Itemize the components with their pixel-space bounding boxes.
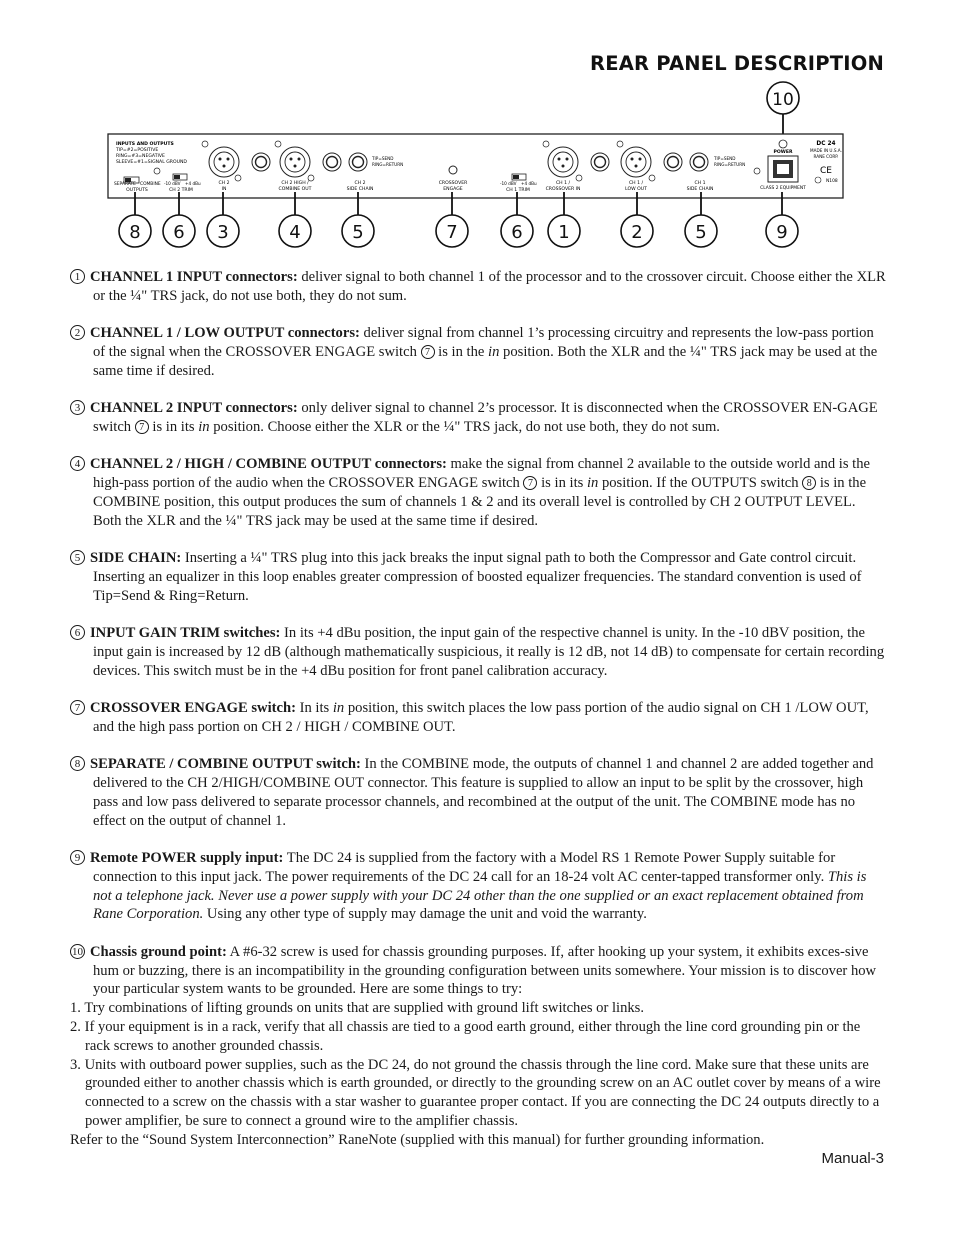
- ch1-out-label-1: CH 1 /: [628, 181, 644, 186]
- item-text: deliver signal to both channel 1 of the processor and to the crossover circuit. Choose either the XLR or the ¼" TRS jack, do not use both, they do not sum.: [93, 269, 886, 304]
- ch1-tip-send: TIP=SEND: [714, 156, 736, 161]
- item-2: [70, 324, 886, 380]
- closing-text: Refer to the “Sound System Interconnection” RaneNote (supplied with this manual) for further grounding information.: [70, 1131, 765, 1148]
- list-item: 3. Units with outboard power supplies, such as the DC 24, do not ground the chassis through the line cord. Make sure that these units are grounded either to another chassis which is earth grounded, or directly to the grounding screw on an AC outlet cover by means of a wire connected to a screw on the chassis with a star washer to guarantee proper contact. If you are connecting the DC 24 outputs directly to a power amplifier, be sure to connect a ground wire to the amplifier chassis.: [70, 1056, 881, 1130]
- item-heading: SEPARATE / COMBINE OUTPUT switch:: [90, 756, 361, 773]
- panel-legend-4: SLEEVE=#1=SIGNAL GROUND: [116, 160, 187, 165]
- description-text: [70, 268, 886, 1150]
- item-10: [70, 943, 886, 999]
- item-text: position. Both the XLR and the ¼" TRS jack may be used at the same time if desired.: [93, 343, 878, 379]
- callout-label: 4: [289, 222, 301, 243]
- item-heading: CHANNEL 2 INPUT connectors:: [90, 400, 298, 417]
- class2-label: CLASS 2 EQUIPMENT: [760, 186, 806, 191]
- cert-code: N108: [826, 179, 838, 184]
- item-number: 8: [70, 756, 85, 771]
- outputs-label: OUTPUTS: [126, 188, 148, 193]
- item-heading: CHANNEL 2 / HIGH / COMBINE OUTPUT connectors:: [90, 456, 447, 473]
- callout-label: 6: [173, 222, 185, 243]
- item-number: 1: [70, 269, 85, 284]
- item-3: [70, 399, 886, 437]
- item-emphasis: in: [586, 475, 599, 492]
- ch2-side-label-2: SIDE CHAIN: [346, 187, 374, 192]
- item-number: 6: [70, 625, 85, 640]
- separate-label: SEPARATE: [114, 182, 136, 187]
- item-text: Using any other type of supply may damage the unit and void the warranty.: [203, 906, 647, 923]
- item-heading: INPUT GAIN TRIM switches:: [90, 625, 281, 642]
- combine-label: COMBINE: [140, 182, 161, 187]
- item-text: is in its: [537, 475, 587, 492]
- item-text: position, this switch places the low pass portion of the audio signal on CH 1 /LOW OUT, and the high pass portion on CH 2 / HIGH / COMBINE OUT.: [93, 700, 869, 735]
- model-name: DC 24: [816, 141, 836, 147]
- item-number: 5: [70, 550, 85, 565]
- item-number: 4: [70, 456, 85, 471]
- ch2-trim-minus10: -10 dBV: [164, 181, 181, 186]
- item-emphasis: in: [198, 418, 210, 435]
- ref-number: 7: [135, 420, 149, 434]
- item-heading: Remote POWER supply input:: [90, 850, 284, 867]
- ch2-out-label-2: COMBINE OUT: [278, 187, 312, 192]
- ch2-trim-plus4: +4 dBu: [185, 181, 201, 186]
- item-1: [70, 268, 886, 306]
- ch2-out-label-1: CH 2 HIGH /: [281, 181, 309, 186]
- made-in-label: MADE IN U.S.A.: [810, 148, 842, 153]
- ch2-tip-send: TIP=SEND: [372, 156, 394, 161]
- ref-number: 7: [421, 345, 435, 359]
- item-text: position. If the OUTPUTS switch: [598, 475, 803, 492]
- item-text: is in the COMBINE position, this output produces the sum of channels 1 & 2 and its overall level is controlled by CH 2 OUTPUT LEVEL. Both the XLR and the ¼" TRS jack may be used at the same time if desired.: [93, 475, 867, 529]
- callout-label: 9: [776, 222, 788, 243]
- callout-label: 3: [217, 222, 229, 243]
- ch2-trim-label: CH 2 TRIM: [169, 188, 193, 193]
- item-4: [70, 455, 886, 530]
- item-text: A #6-32 screw is used for chassis grounding purposes. If, after hooking up your system, it exhibits exces-sive hum or buzzing, there is an incompatibility in the grounding configuration between units somewhere. Your mission is to discover how your particular system wants to be grounded. Here are some things to try:: [93, 943, 877, 998]
- callout-label: 6: [511, 222, 523, 243]
- item-number: 9: [70, 850, 85, 865]
- item-text: position. Choose either the XLR or the ¼" TRS jack, do not use both, they do not sum.: [209, 418, 720, 435]
- panel-legend-2: TIP=#2=POSITIVE: [116, 148, 159, 153]
- item-heading: CHANNEL 1 INPUT connectors:: [90, 269, 298, 285]
- item-5: [70, 549, 886, 605]
- item-text: Inserting a ¼" TRS plug into this jack breaks the input signal path to both the Compressor and Gate control circuit. Inserting an equalizer in this loop enables greater compression of boosted equalizer frequencies. The standard convention is used of Tip=Send & Ring=Return.: [93, 550, 862, 604]
- ref-number: 7: [523, 476, 537, 490]
- crossover-label-2: ENGAGE: [443, 187, 463, 192]
- ch1-trim-plus4: +4 dBu: [521, 181, 537, 186]
- item-number: 10: [72, 945, 83, 958]
- ch1-in-label-1: CH 1 /: [555, 181, 571, 186]
- callout-label: 1: [558, 222, 570, 243]
- list-item: 2. If your equipment is in a rack, verify that all chassis are tied to a good earth ground, either through the line cord grounding pin or the rack screws to another grounded chassis.: [70, 1019, 861, 1054]
- item-text: is in the: [434, 343, 489, 360]
- panel-legend-3: RING=#3=NEGATIVE: [116, 154, 165, 159]
- item-number: 3: [70, 400, 85, 415]
- item-emphasis: This is not a telephone jack. Never use a power supply with your DC 24 other than the one supplied or an exact replacement obtained from Rane Corporation.: [93, 868, 867, 923]
- ch2-side-label-1: CH 2: [354, 181, 366, 186]
- page-footer: Manual-3: [821, 1150, 884, 1167]
- power-label: POWER: [773, 150, 793, 155]
- ref-number: 8: [802, 476, 816, 490]
- ch2-ring-return: RING=RETURN: [372, 162, 404, 167]
- ce-mark: CE: [820, 166, 832, 176]
- page-title: REAR PANEL DESCRIPTION: [590, 52, 884, 75]
- item-emphasis: in: [488, 343, 500, 360]
- item-heading: SIDE CHAIN:: [90, 550, 182, 567]
- item-text: only deliver signal to channel 2’s processor. It is disconnected when the CROSSOVER EN-GAGE switch: [93, 400, 878, 435]
- item-6: [70, 624, 886, 680]
- callout-label: 8: [129, 222, 141, 243]
- rane-corp-label: RANE CORP.: [813, 154, 839, 159]
- ch2-in-label-2: IN: [221, 187, 227, 192]
- item-text: deliver signal from channel 1’s processing circuitry and represents the low-pass portion of the signal when the CROSSOVER ENGAGE switch: [93, 325, 874, 360]
- panel-legend-1: INPUTS AND OUTPUTS: [116, 142, 174, 147]
- callout-label: 5: [352, 222, 364, 243]
- callout-10-label: 10: [772, 90, 794, 110]
- item-number: 2: [70, 325, 85, 340]
- item-text: is in its: [148, 418, 199, 435]
- item-9: [70, 849, 886, 924]
- item-heading: CHANNEL 1 / LOW OUTPUT connectors:: [90, 325, 360, 342]
- ch1-out-label-2: LOW OUT: [625, 187, 647, 192]
- item-heading: Chassis ground point:: [90, 943, 227, 960]
- callout-label: 7: [446, 222, 458, 243]
- callout-label: 5: [695, 222, 707, 243]
- item-7: [70, 699, 886, 737]
- ch1-side-label-2: SIDE CHAIN: [686, 187, 714, 192]
- item-emphasis: in: [332, 700, 345, 717]
- ch1-side-label-1: CH 1: [694, 181, 706, 186]
- item-number: 7: [70, 700, 85, 715]
- item-text: make the signal from channel 2 available to the outside world and is the high-pass portion of the audio when the CROSSOVER ENGAGE switch: [93, 456, 870, 492]
- ch1-trim-minus10: -10 dBV: [500, 181, 517, 186]
- callout-label: 2: [631, 222, 643, 243]
- ch2-in-label-1: CH 2: [218, 181, 230, 186]
- item-text: In its +4 dBu position, the input gain of the respective channel is unity. In the -10 dBV position, the input gain is increased by 12 dB (although mathematically suspicious, it really is 12 dB, not 14 dB) to compensate for certain recording devices. This switch must be in the +4 dBu position for front panel calibration accuracy.: [93, 625, 885, 679]
- ch1-in-label-2: CROSSOVER IN: [545, 187, 581, 192]
- item-text: The DC 24 is supplied from the factory with a Model RS 1 Remote Power Supply suitable for connection to this input jack. The power requirements of the DC 24 call for an 18-24 volt AC center-tapped transformer only.: [93, 850, 836, 885]
- crossover-label-1: CROSSOVER: [438, 181, 468, 186]
- ch1-trim-label: CH 1 TRIM: [506, 188, 530, 193]
- item-heading: CROSSOVER ENGAGE switch:: [90, 700, 296, 717]
- item-8: [70, 755, 886, 830]
- rear-panel-diagram: [0, 0, 954, 262]
- list-item: 1. Try combinations of lifting grounds on units that are supplied with ground lift switches or links.: [70, 1000, 644, 1017]
- item-text: In the COMBINE mode, the outputs of channel 1 and channel 2 are added together and delivered to the CH 2/HIGH/COMBINE OUT connector. This feature is supplied to allow an input to be split by the crossover, high pass and low pass delivered to separate processor channels, and recombined at the output of the unit. The COMBINE mode has no effect on the output of channel 1.: [93, 756, 874, 829]
- item-text: In its: [295, 700, 333, 717]
- ch1-ring-return: RING=RETURN: [714, 162, 746, 167]
